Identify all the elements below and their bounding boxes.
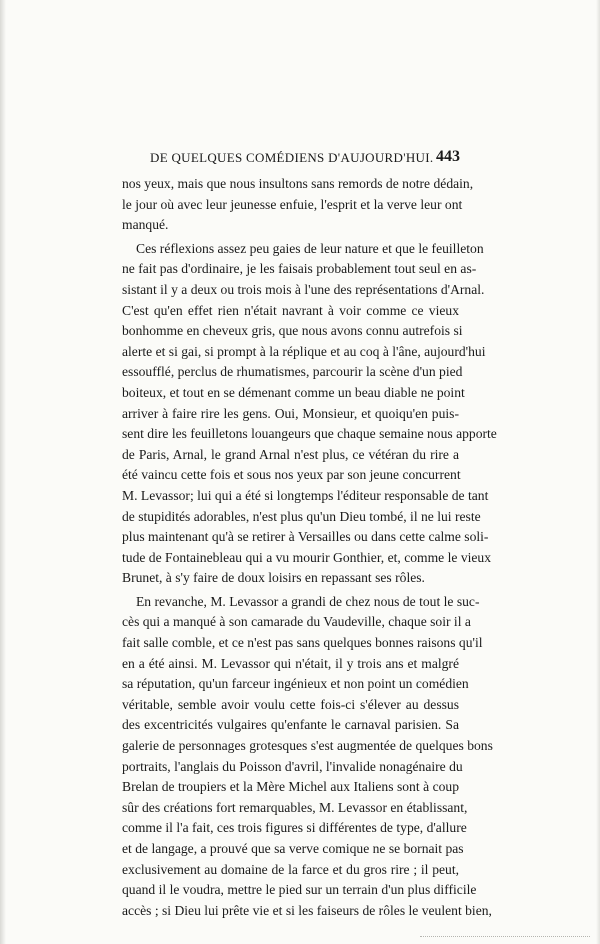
page-bottom-edge <box>420 936 590 939</box>
text-line: essoufflé, perclus de rhumatismes, parcourir la scène d'un pied <box>122 364 463 380</box>
text-line: boiteux, et tout en se démenant comme un beau diable ne point <box>122 384 465 400</box>
text-line: M. Levassor; lui qui a été si longtemps l'éditeur responsable de tant <box>122 487 489 503</box>
text-line: accès ; si Dieu lui prête vie et si les faiseurs de rôles le veulent bien, <box>122 902 492 918</box>
running-head-title: DE QUELQUES COMÉDIENS D'AUJOURD'HUI. <box>150 150 434 165</box>
text-line: le jour où avec leur jeunesse enfuie, l'esprit et la verve leur ont <box>122 196 463 212</box>
page-right-edge-shadow <box>596 0 600 944</box>
text-line: alerte et si gai, si prompt à la réplique et au coq à l'âne, aujourd'hui <box>122 343 486 359</box>
text-line: Brunet, à s'y faire de doux loisirs en repassant ses rôles. <box>122 570 425 586</box>
body-text <box>122 174 497 921</box>
text-line: tude de Fontainebleau qui a vu mourir Gonthier, et, comme le vieux <box>122 549 492 565</box>
page-left-edge-shadow <box>0 0 6 944</box>
text-line: des excentricités vulgaires qu'enfante le carnaval parisien. Sa <box>122 717 459 733</box>
text-line: ne fait pas d'ordinaire, je les faisais probablement tout seul en as- <box>122 261 477 277</box>
text-line: quand il le voudra, mettre le pied sur un terrain d'un plus difficile <box>122 882 477 898</box>
text-line: exclusivement au domaine de la farce et du gros rire ; il peut, <box>122 861 459 877</box>
text-line: sûr des créations fort remarquables, M. Levassor en établissant, <box>122 799 468 815</box>
text-line: nos yeux, mais que nous insultons sans remords de notre dédain, <box>122 176 474 191</box>
text-line: galerie de personnages grotesques s'est augmentée de quelques bons <box>122 738 493 754</box>
text-line: sent dire les feuilletons louangeurs que chaque semaine nous apporte <box>122 426 497 442</box>
text-line: sa réputation, qu'un farceur ingénieux et non point un comédien <box>122 676 469 692</box>
text-line: fait salle comble, et ce n'est pas sans quelques bonnes raisons qu'il <box>122 635 483 651</box>
text-line: été vaincu cette fois et sous nos yeux par son jeune concurrent <box>122 467 461 483</box>
text-line: En revanche, M. Levassor a grandi de chez nous de tout le suc- <box>136 593 480 609</box>
text-line: comme il l'a fait, ces trois figures si différentes de type, d'allure <box>122 820 467 836</box>
page-number: 443 <box>436 148 460 165</box>
text-line: cès qui a manqué à son camarade du Vaudeville, chaque soir il a <box>122 614 471 630</box>
text-line: C'est qu'en effet rien n'était navrant à voir comme ce vieux <box>122 302 459 318</box>
text-line: Ces réflexions assez peu gaies de leur nature et que le feuilleton <box>136 240 484 256</box>
text-line: de stupidités adorables, n'est plus qu'un Dieu tombé, il ne lui reste <box>122 508 481 524</box>
text-line: de Paris, Arnal, le grand Arnal n'est plus, ce vétéran du rire a <box>122 446 459 462</box>
text-line: arriver à faire rire les gens. Oui, Monsieur, et quoiqu'en puis- <box>122 405 459 421</box>
text-line: manqué. <box>122 217 169 233</box>
text-line: sistant il y a deux ou trois mois à l'une des représentations d'Arnal. <box>122 281 485 297</box>
text-line: plus maintenant qu'à se retirer à Versailles ou dans cette calme soli- <box>122 529 489 545</box>
text-line: bonhomme en cheveux gris, que nous avons connu autrefois si <box>122 323 463 339</box>
text-line: et de langage, a prouvé que sa verve comique ne se bornait pas <box>122 841 464 856</box>
text-line: portraits, l'anglais du Poisson d'avril, l'invalide nonagénaire du <box>122 758 463 774</box>
text-line: Brelan de troupiers et la Mère Michel aux Italiens sont à coup <box>122 779 459 795</box>
running-head <box>150 150 460 168</box>
text-line: véritable, semble avoir voulu cette fois-ci s'élever au dessus <box>122 696 459 712</box>
text-line: en a été ainsi. M. Levassor qui n'était, il y trois ans et malgré <box>122 655 459 671</box>
